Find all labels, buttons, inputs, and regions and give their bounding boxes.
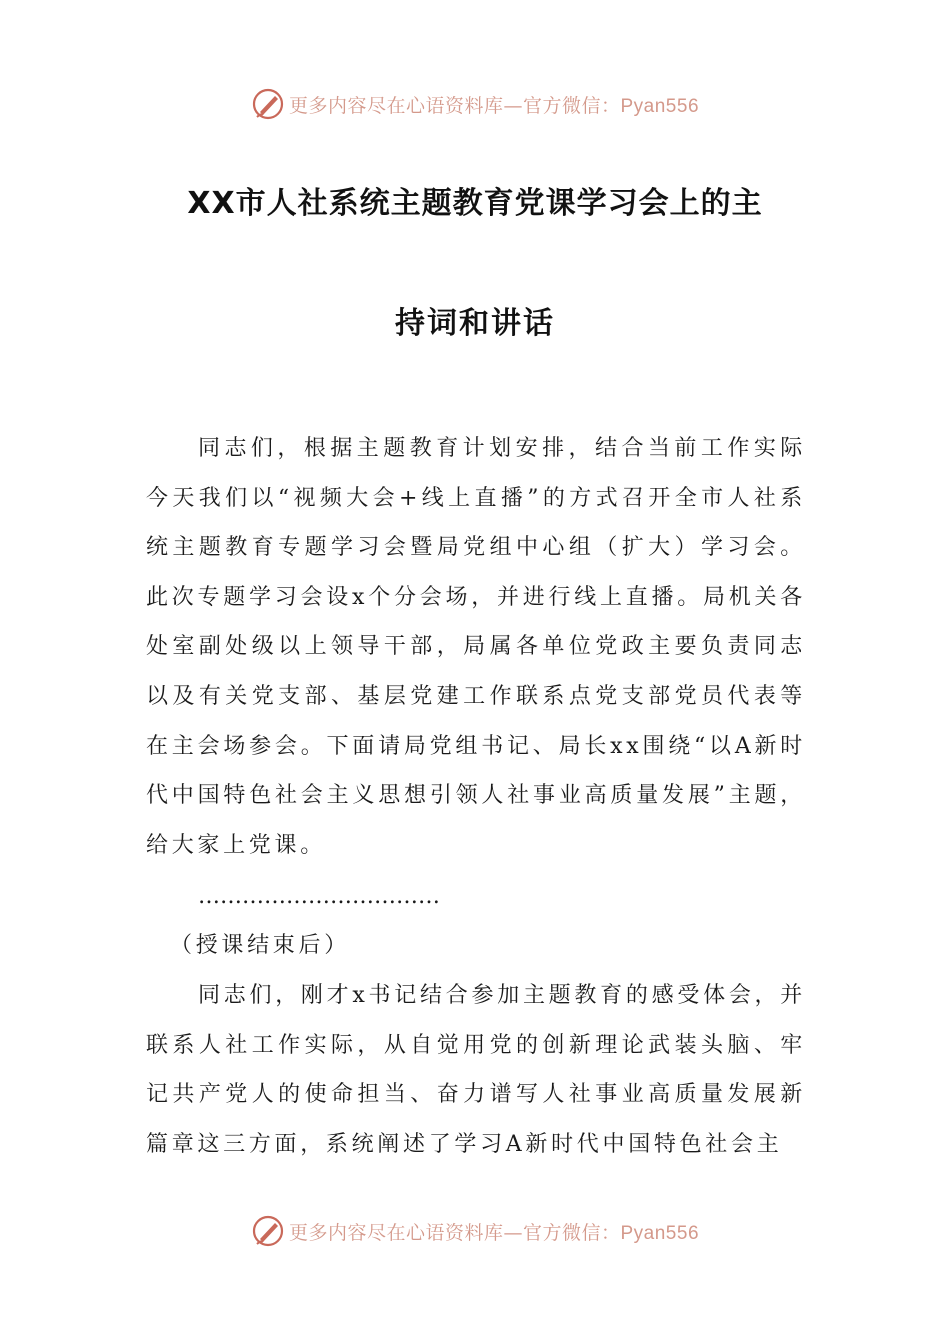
banner-label: 更多内容尽在心语资料库—官方微信：: [288, 1221, 621, 1244]
banner-text: [289, 1218, 699, 1245]
pen-circle-icon: [251, 87, 285, 121]
paragraph-opening: 同志们，根据主题教育计划安排，结合当前工作实际今天我们以“视频大会+线上直播”的方式召开全市人社系统主题教育专题学习会暨局党组中心组（扩大）学习会。此次专题学习会设x个分会场，并进行线上直播。局机关各处室副处级以上领导干部，局属各单位党政主要负责同志以及有关党支部、基层党建工作联系点党支部党员代表等在主会场参会。下面请局党组书记、局长xx围绕“以A新时代中国特色社会主义思想引领人社事业高质量发展”主题，给大家上党课。: [146, 436, 806, 858]
header-watermark-banner: [0, 84, 950, 124]
banner-wechat-id: Pyan556: [620, 1222, 700, 1244]
banner-label: 更多内容尽在心语资料库—官方微信：: [288, 94, 621, 117]
separator-dots: ……………………………: [198, 884, 440, 909]
paragraph-summary: 同志们，刚才x书记结合参加主题教育的感受体会，并联系人社工作实际，从自觉用党的创新理论武装头脑、牢记共产党人的使命担当、奋力谱写人社事业高质量发展新篇章这三方面，系统阐述了学习A新时代中国特色社会主: [146, 983, 806, 1157]
document-title-line-1: XX市人社系统主题教育党课学习会上的主: [187, 186, 763, 221]
banner-wechat-id: Pyan556: [620, 95, 700, 117]
pen-circle-icon: [251, 1214, 285, 1248]
footer-watermark-banner: [0, 1211, 950, 1251]
document-title-line-2: 持词和讲话: [395, 306, 555, 341]
after-lecture-note: （授课结束后）: [170, 933, 350, 958]
banner-text: [289, 91, 699, 118]
